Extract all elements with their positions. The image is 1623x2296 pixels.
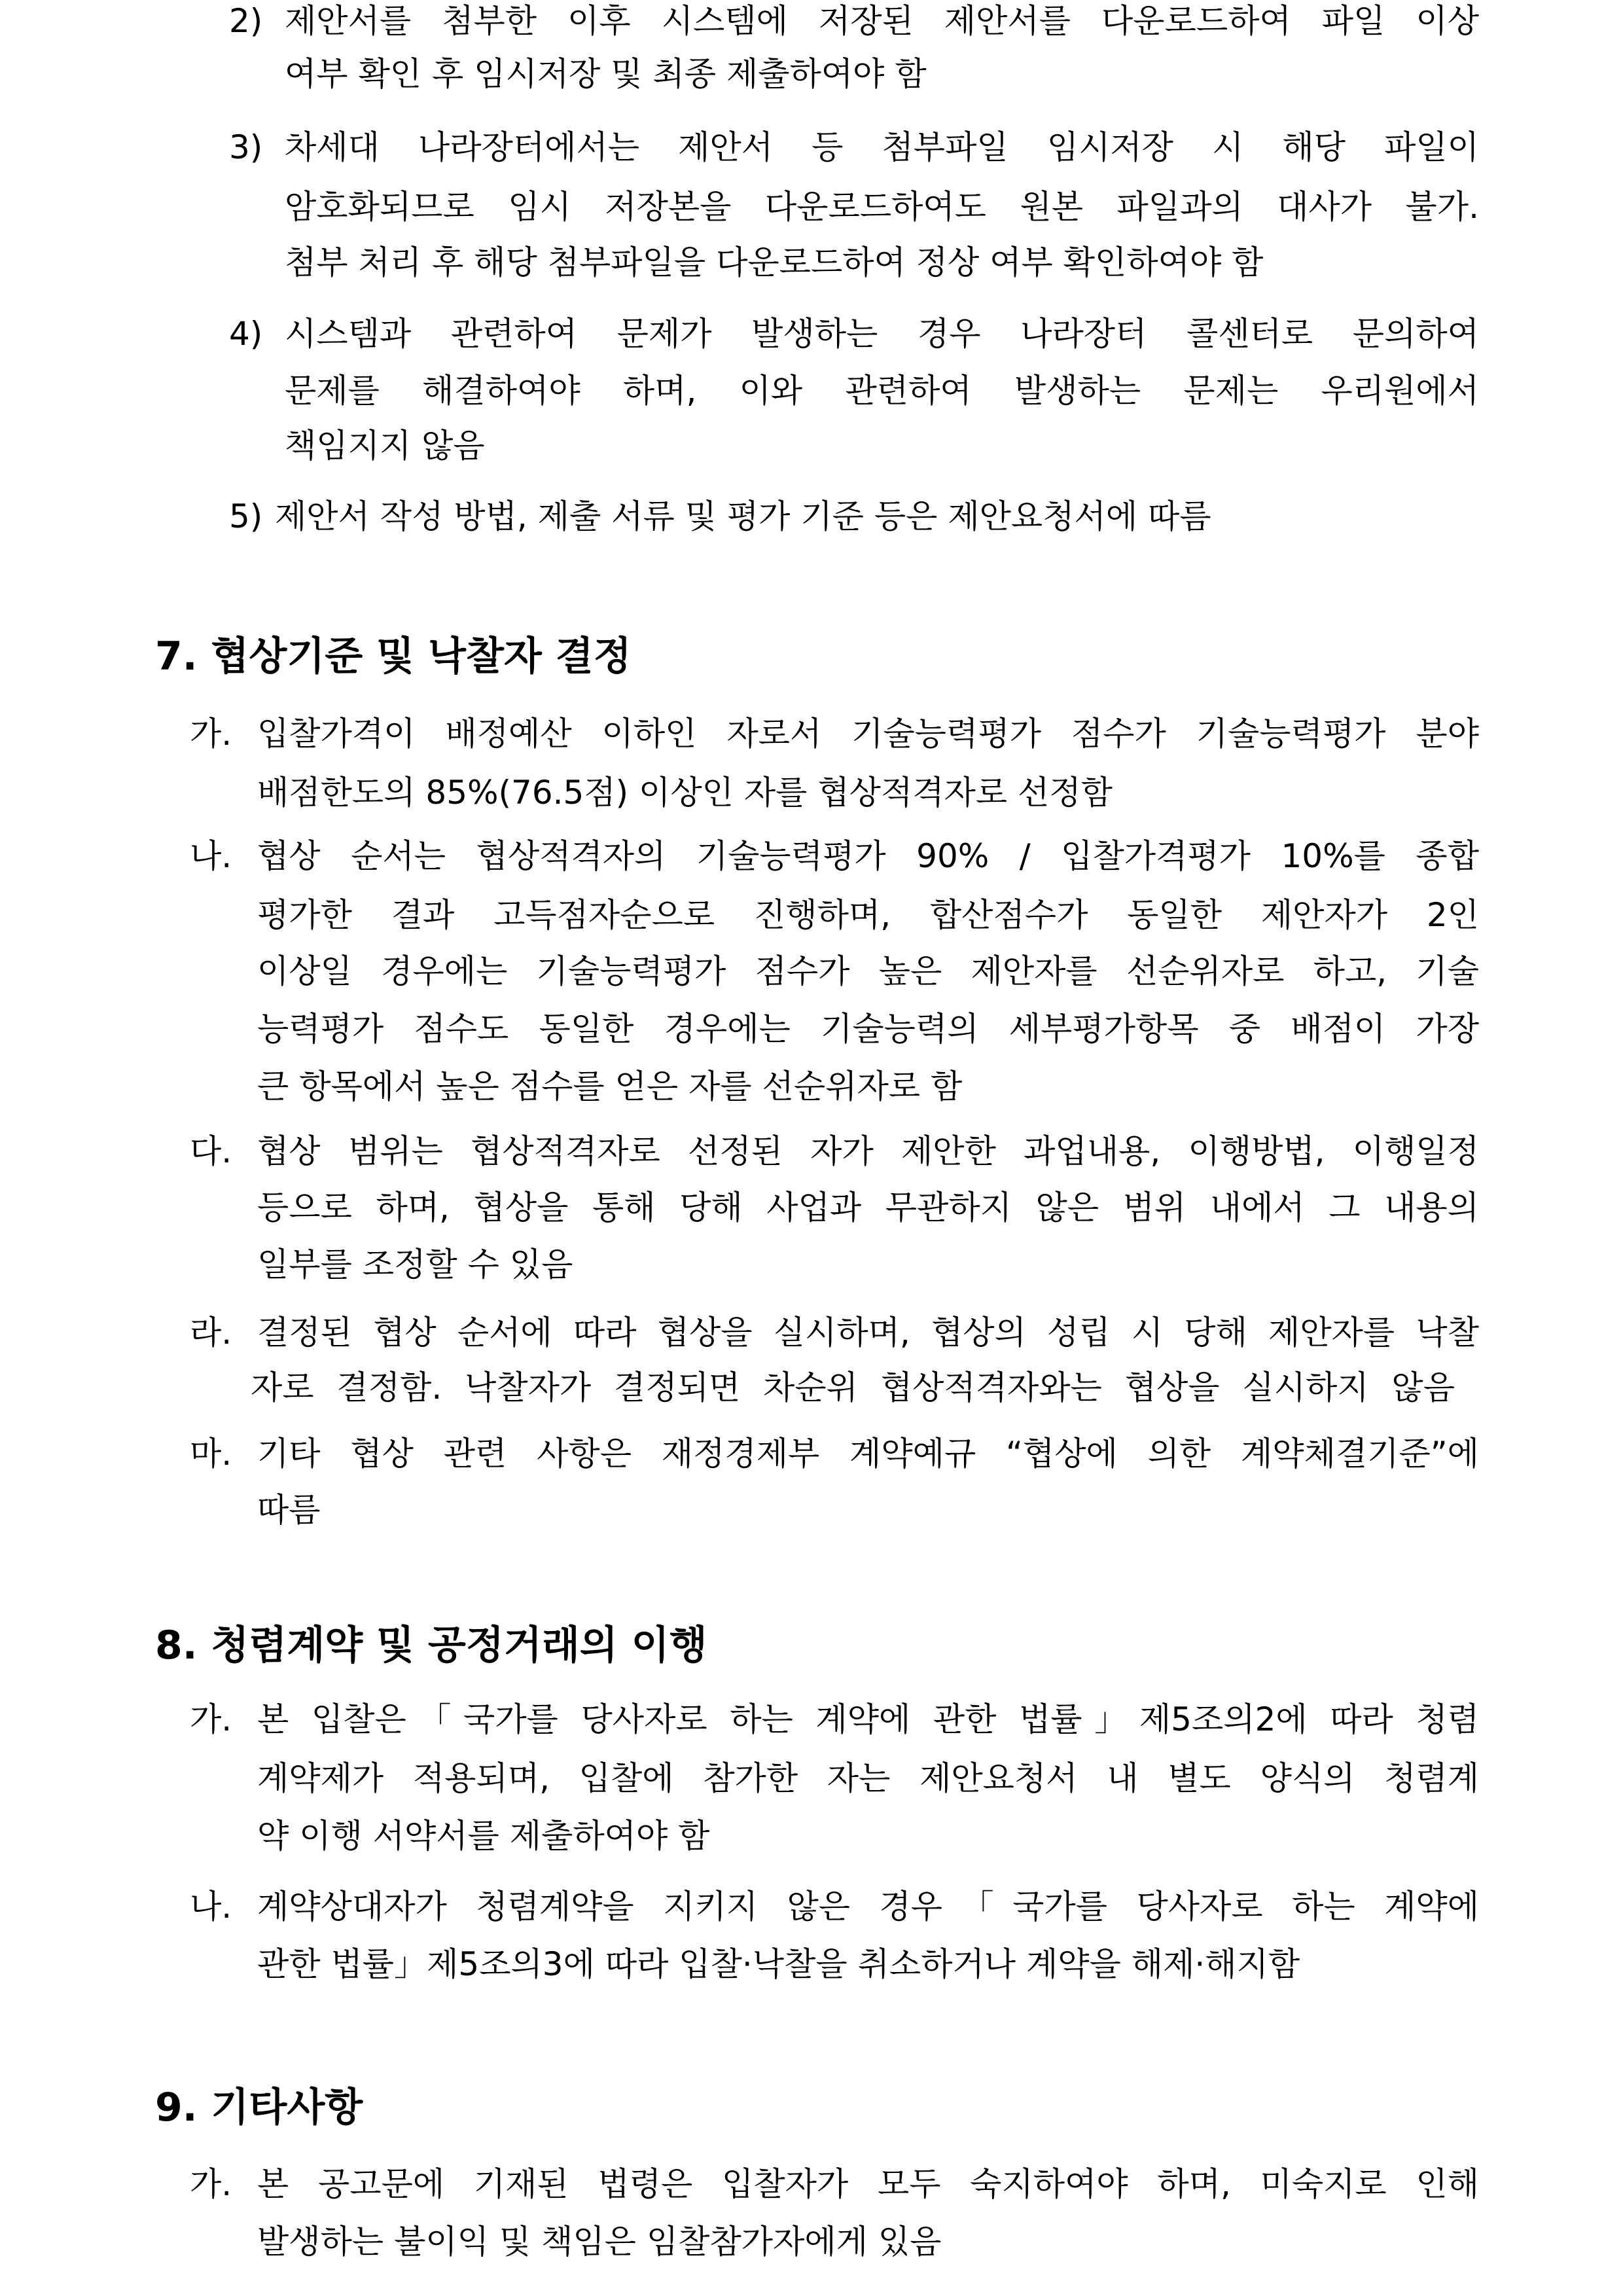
paragraph-line: 첨부 처리 후 해당 첨부파일을 다운로드하여 정상 여부 확인하여야 함 (285, 243, 1264, 281)
paragraph-line: 등으로 하며, 협상을 통해 당해 사업과 무관하지 않은 범위 내에서 그 내용의 (257, 1189, 1479, 1227)
item-marker: 가. (190, 715, 232, 753)
item-marker: 나. (190, 1888, 232, 1926)
item-marker: 다. (190, 1132, 232, 1170)
paragraph-line: 계약상대자가 청렴계약을 지키지 않은 경우「국가를 당사자로 하는 계약에 (257, 1888, 1479, 1926)
paragraph-line: 큰 항목에서 높은 점수를 얻은 자를 선순위자로 함 (257, 1067, 963, 1105)
paragraph-line: 평가한 결과 고득점자순으로 진행하며, 합산점수가 동일한 제안자가 2인 (257, 896, 1479, 934)
paragraph-line: 일부를 조정할 수 있음 (257, 1246, 573, 1283)
item-marker: 마. (190, 1435, 232, 1473)
paragraph-line: 본 공고문에 기재된 법령은 입찰자가 모두 숙지하여야 하며, 미숙지로 인해 (257, 2165, 1479, 2203)
item-marker: 5) (229, 497, 263, 535)
paragraph-line: 차세대 나라장터에서는 제안서 등 첨부파일 임시저장 시 해당 파일이 (285, 128, 1479, 166)
paragraph-line: 계약제가 적용되며, 입찰에 참가한 자는 제안요청서 내 별도 양식의 청렴계 (257, 1759, 1479, 1797)
paragraph-line: 입찰가격이 배정예산 이하인 자로서 기술능력평가 점수가 기술능력평가 분야 (257, 715, 1479, 753)
paragraph-line: 관한 법률」제5조의3에 따라 입찰·낙찰을 취소하거나 계약을 해제·해지함 (257, 1945, 1300, 1983)
paragraph-line: 협상 범위는 협상적격자로 선정된 자가 제안한 과업내용, 이행방법, 이행일정 (257, 1132, 1479, 1170)
paragraph-line: 제안서를 첨부한 이후 시스템에 저장된 제안서를 다운로드하여 파일 이상 (285, 2, 1479, 40)
paragraph-line: 배점한도의 85%(76.5점) 이상인 자를 협상적격자로 선정함 (257, 774, 1113, 812)
paragraph-line: 약 이행 서약서를 제출하여야 함 (257, 1817, 710, 1855)
paragraph-line: 협상 순서는 협상적격자의 기술능력평가 90% / 입찰가격평가 10%를 종합 (257, 837, 1479, 875)
item-marker: 라. (190, 1314, 232, 1352)
paragraph-line: 책임지지 않음 (285, 427, 485, 465)
paragraph-line: 기타 협상 관련 사항은 재정경제부 계약예규 “협상에 의한 계약체결기준”에 (257, 1435, 1479, 1473)
paragraph-line: 시스템과 관련하여 문제가 발생하는 경우 나라장터 콜센터로 문의하여 (285, 315, 1479, 353)
item-marker: 가. (190, 1700, 232, 1738)
paragraph-line: 여부 확인 후 임시저장 및 최종 제출하여야 함 (285, 55, 927, 93)
paragraph-line: 능력평가 점수도 동일한 경우에는 기술능력의 세부평가항목 중 배점이 가장 (257, 1010, 1479, 1048)
item-marker: 가. (190, 2165, 232, 2203)
item-marker: 4) (229, 315, 263, 353)
paragraph-line: 자로 결정함. 낙찰자가 결정되면 차순위 협상적격자와는 협상을 실시하지 않음 (251, 1369, 1455, 1407)
paragraph-line: 결정된 협상 순서에 따라 협상을 실시하며, 협상의 성립 시 당해 제안자를 낙찰 (257, 1314, 1479, 1352)
paragraph-line: 본 입찰은「국가를 당사자로 하는 계약에 관한 법률」제5조의2에 따라 청렴 (257, 1700, 1479, 1738)
paragraph-line: 따름 (257, 1491, 321, 1529)
item-marker: 2) (229, 2, 263, 40)
section-7-heading: 7. 협상기준 및 낙찰자 결정 (155, 634, 632, 679)
paragraph-line: 제안서 작성 방법, 제출 서류 및 평가 기준 등은 제안요청서에 따름 (275, 497, 1211, 535)
section-8-heading: 8. 청렴계약 및 공정거래의 이행 (155, 1623, 707, 1668)
paragraph-line: 이상일 경우에는 기술능력평가 점수가 높은 제안자를 선순위자로 하고, 기술 (257, 952, 1479, 990)
paragraph-line: 문제를 해결하여야 하며, 이와 관련하여 발생하는 문제는 우리원에서 (285, 372, 1479, 410)
item-marker: 나. (190, 837, 232, 875)
paragraph-line: 발생하는 불이익 및 책임은 임찰참가자에게 있음 (257, 2223, 942, 2261)
section-9-heading: 9. 기타사항 (155, 2085, 363, 2130)
item-marker: 3) (229, 128, 263, 166)
paragraph-line: 암호화되므로 임시 저장본을 다운로드하여도 원본 파일과의 대사가 불가. (285, 188, 1479, 226)
